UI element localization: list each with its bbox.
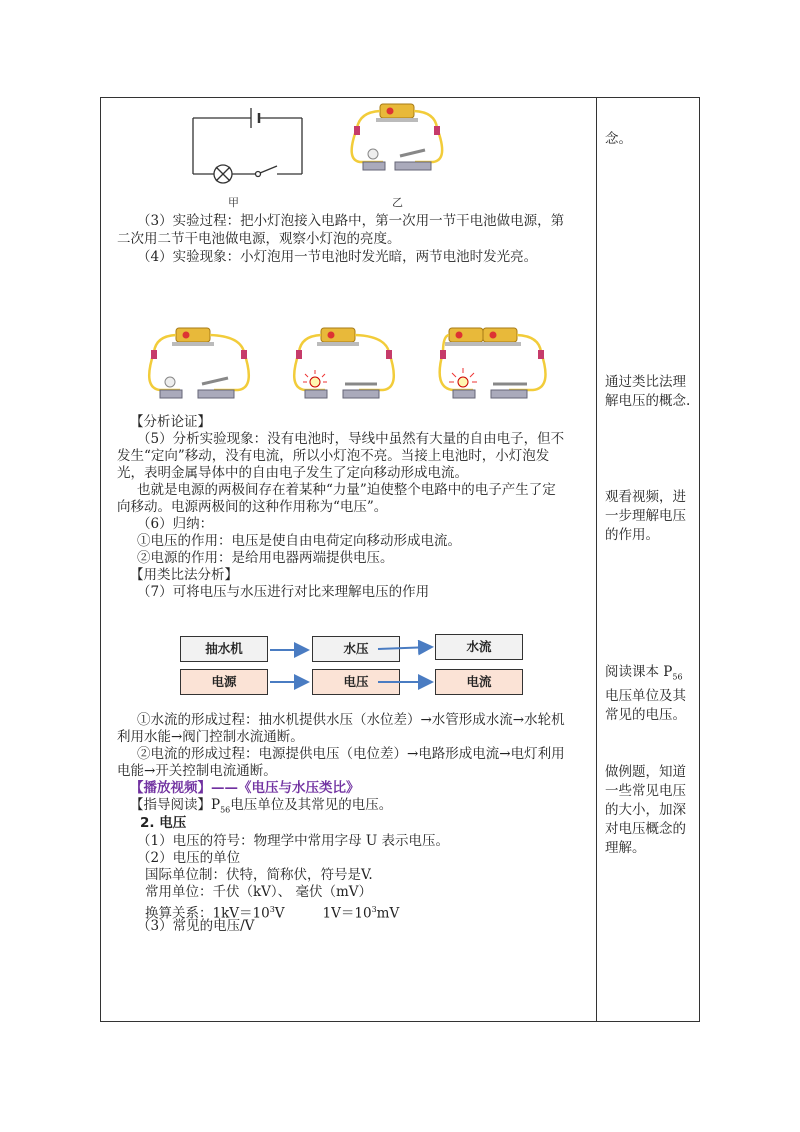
side-note-examples: 做例题，知道一些常见电压的大小，加深对电压概念的理解。 bbox=[605, 764, 686, 856]
para-6-a: ①电压的作用：电压是使自由电荷定向移动形成电流。 bbox=[137, 533, 461, 549]
para-7: （7）可将电压与水压进行对比来理解电压的作用 bbox=[137, 584, 430, 600]
flow-box-pump: 抽水机 bbox=[180, 636, 268, 662]
para-4: （4）实验现象：小灯泡用一节电池时发光暗，两节电池时发光亮。 bbox=[137, 249, 538, 265]
conversion-kv-exp: 3 bbox=[269, 905, 275, 914]
common-units: 常用单位：千伏（kV）、 毫伏（mV） bbox=[145, 884, 373, 900]
voltage-symbol: （1）电压的符号：物理学中常用字母 U 表示电压。 bbox=[137, 833, 450, 849]
para-3-line2: 二次用二节干电池做电源，观察小灯泡的亮度。 bbox=[117, 231, 401, 247]
para-5-line3: 光，表明金属导体中的自由电子发生了定向移动形成电流。 bbox=[117, 465, 468, 481]
side-note-analogy: 通过类比法理解电压的概念. bbox=[605, 374, 691, 409]
conversion-mv-exp: 3 bbox=[371, 905, 377, 914]
water-process-line1: ①水流的形成过程：抽水机提供水压（水位差）→水管形成水流→水轮机 bbox=[137, 712, 565, 728]
flow-box-water-flow: 水流 bbox=[435, 634, 523, 660]
electric-process-line2: 电能→开关控制电流通断。 bbox=[117, 763, 277, 779]
guided-reading-suffix: 电压单位及其常见的电压。 bbox=[230, 797, 393, 813]
apparatus-figure-yi bbox=[345, 100, 450, 185]
side-note-concept: 念。 bbox=[605, 131, 632, 147]
conversion-mv-unit: mV bbox=[376, 905, 400, 922]
para-5-line2: 发生“定向”移动，没有电流，所以小灯泡不亮。当接上电池时，小灯泡发 bbox=[117, 448, 550, 464]
side-reading-page: 56 bbox=[672, 672, 683, 682]
si-unit: 国际单位制：伏特，简称伏，符号是V. bbox=[145, 867, 373, 883]
analogy-heading: 【用类比法分析】 bbox=[130, 567, 238, 583]
circuit-diagram-jia bbox=[185, 100, 315, 192]
video-link[interactable]: 【播放视频】——《电压与水压类比》 bbox=[130, 780, 360, 796]
section-title: 2. 电压 bbox=[140, 815, 187, 831]
conversion-kv-unit: V bbox=[274, 905, 285, 922]
side-note-reading bbox=[605, 663, 693, 725]
side-reading-suffix: 电压单位及其常见的电压。 bbox=[605, 687, 686, 723]
water-process-line2: 利用水能→阀门控制水流通断。 bbox=[117, 729, 304, 745]
flow-box-voltage: 电压 bbox=[312, 669, 400, 695]
flow-box-power-source: 电源 bbox=[180, 669, 268, 695]
guided-reading-prefix: 【指导阅读】P bbox=[130, 797, 221, 813]
para-6-b: ②电源的作用：是给用电器两端提供电压。 bbox=[137, 550, 394, 566]
flow-box-current: 电流 bbox=[435, 669, 523, 695]
side-note-video: 观看视频，进一步理解电压的作用。 bbox=[605, 489, 686, 543]
para-3-line1: （3）实验过程：把小灯泡接入电路中，第一次用一节干电池做电源，第 bbox=[137, 213, 565, 229]
para-force-line1: 也就是电源的两极间存在着某种“力量”迫使整个电路中的电子产生了定 bbox=[137, 482, 556, 498]
guided-reading-page: 56 bbox=[220, 805, 231, 815]
side-reading-prefix: 阅读课本 P bbox=[605, 664, 673, 680]
para-6: （6）归纳： bbox=[137, 516, 214, 532]
electric-process-line1: ②电流的形成过程：电源提供电压（电位差）→电路形成电流→电灯利用 bbox=[137, 746, 565, 762]
column-divider bbox=[596, 97, 597, 1022]
flow-box-water-pressure: 水压 bbox=[312, 636, 400, 662]
analysis-heading: 【分析论证】 bbox=[130, 414, 211, 430]
figure-label-jia: 甲 bbox=[228, 196, 239, 209]
conversion-mv: 1V＝10 bbox=[322, 905, 372, 922]
common-voltages-heading: （3）常见的电压/V bbox=[137, 918, 255, 934]
voltage-unit-heading: （2）电压的单位 bbox=[137, 850, 241, 866]
para-5-line1: （5）分析实验现象：没有电池时，导线中虽然有大量的自由电子，但不 bbox=[137, 431, 565, 447]
conversion-kv: 换算关系：1kV＝10 bbox=[145, 905, 270, 922]
para-force-line2: 向移动。电源两极间的这种作用称为“电压”。 bbox=[117, 499, 388, 515]
apparatus-figure-row bbox=[140, 322, 595, 414]
figure-label-yi: 乙 bbox=[392, 196, 403, 209]
flow-arrows bbox=[268, 640, 438, 700]
